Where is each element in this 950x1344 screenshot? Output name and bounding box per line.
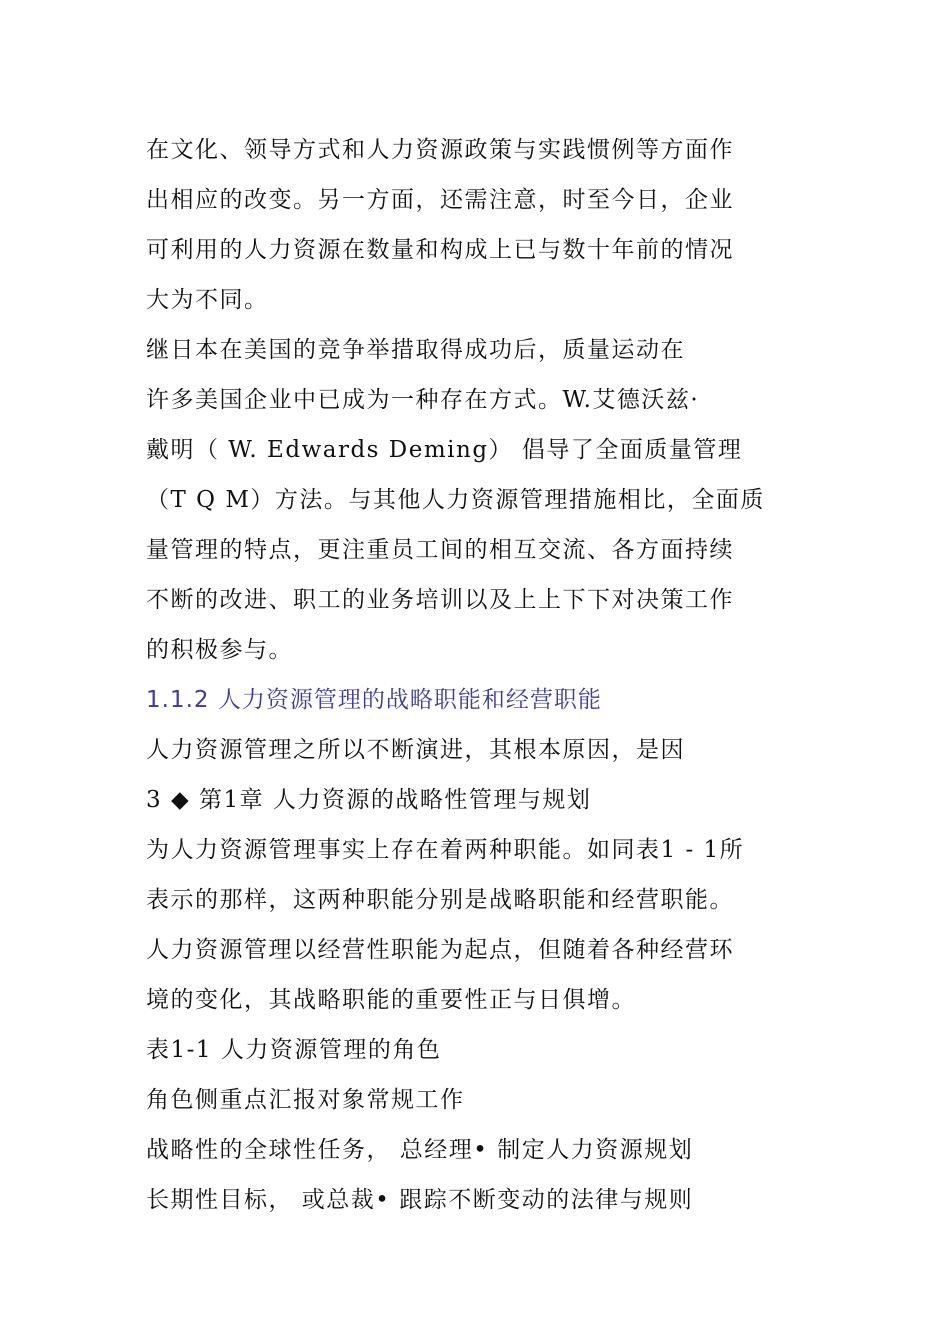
paragraph-line: 不断的改进、职工的业务培训以及上上下下对决策工作 [146, 587, 734, 613]
paragraph-line: 的积极参与。 [146, 637, 293, 663]
paragraph-line: 人力资源管理以经营性职能为起点，但随着各种经营环 [146, 937, 734, 963]
paragraph-line: 境的变化，其战略职能的重要性正与日俱增。 [146, 987, 636, 1013]
table-row-line: 长期性目标， 或总裁• 跟踪不断变动的法律与规则 [146, 1187, 694, 1213]
table-header-line: 角色侧重点汇报对象常规工作 [146, 1087, 465, 1113]
paragraph-line: （T Q M）方法。与其他人力资源管理措施相比，全面质 [146, 487, 765, 513]
paragraph-line: 大为不同。 [146, 287, 269, 313]
paragraph-line: 量管理的特点，更注重员工间的相互交流、各方面持续 [146, 537, 734, 563]
paragraph-line: 为人力资源管理事实上存在着两种职能。如同表1 - 1所 [146, 837, 745, 863]
paragraph-line: 许多美国企业中已成为一种存在方式。W.艾德沃兹· [146, 387, 700, 413]
paragraph-line: 可利用的人力资源在数量和构成上已与数十年前的情况 [146, 237, 734, 263]
document-body [146, 125, 846, 1225]
table-caption: 表1-1 人力资源管理的角色 [146, 1037, 442, 1063]
paragraph-line: 戴明（ W. Edwards Deming） 倡导了全面质量管理 [146, 437, 743, 463]
table-row-line: 战略性的全球性任务， 总经理• 制定人力资源规划 [146, 1137, 694, 1163]
section-heading: 1.1.2 人力资源管理的战略职能和经营职能 [146, 687, 602, 713]
paragraph-line: 继日本在美国的竞争举措取得成功后，质量运动在 [146, 337, 685, 363]
paragraph-line: 人力资源管理之所以不断演进，其根本原因，是因 [146, 737, 685, 763]
paragraph-line: 出相应的改变。另一方面，还需注意，时至今日，企业 [146, 187, 734, 213]
page-header-line: 3 ◆ 第1章 人力资源的战略性管理与规划 [146, 787, 592, 813]
paragraph-line: 在文化、领导方式和人力资源政策与实践惯例等方面作 [146, 137, 734, 163]
paragraph-line: 表示的那样，这两种职能分别是战略职能和经营职能。 [146, 887, 734, 913]
